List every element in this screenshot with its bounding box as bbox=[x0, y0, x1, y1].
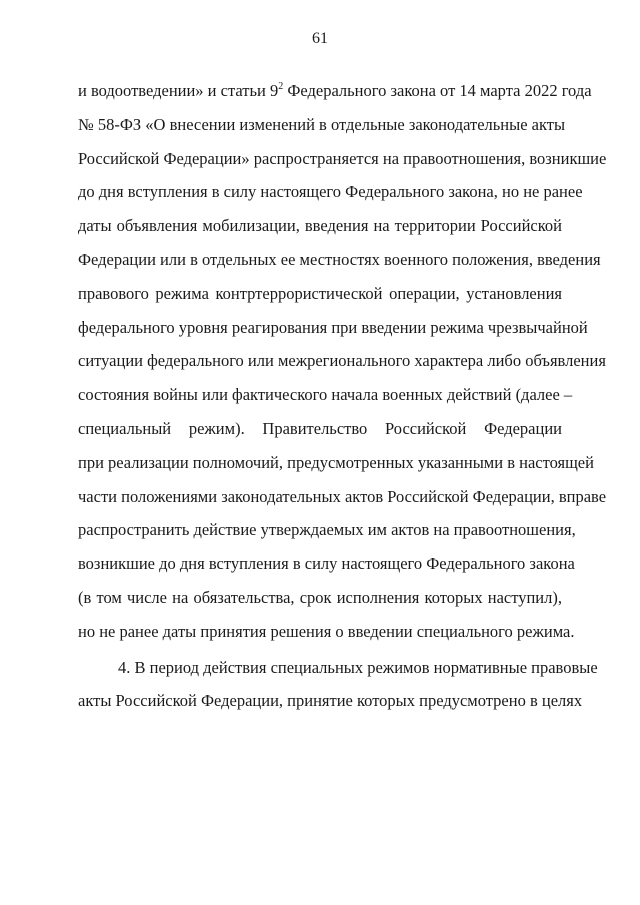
text-line: состояния войны или фактического начала военных действий (далее – bbox=[78, 385, 573, 405]
text-line-part: Федерального закона от 14 марта 2022 года bbox=[283, 81, 592, 100]
text-line: ситуации федерального или межрегионального характера либо объявления bbox=[78, 351, 606, 371]
text-line: 4. В период действия специальных режимов нормативные правовые bbox=[118, 657, 598, 677]
text-line: Российской Федерации» распространяется на правоотношения, возникшие bbox=[78, 148, 607, 168]
text-line: возникшие до дня вступления в силу настоящего Федерального закона bbox=[78, 554, 575, 574]
superscript: 2 bbox=[278, 81, 284, 92]
text-line: правового режима контртеррористической операции, установления bbox=[78, 283, 562, 303]
text-line: федерального уровня реагирования при введении режима чрезвычайной bbox=[78, 317, 588, 337]
text-line bbox=[78, 74, 592, 108]
text-line: части положениями законодательных актов Российской Федерации, вправе bbox=[78, 486, 607, 506]
text-line: при реализации полномочий, предусмотренных указанными в настоящей bbox=[78, 452, 594, 472]
text-line: (в том числе на обязательства, срок исполнения которых наступил), bbox=[78, 587, 562, 607]
text-line: специальный режим). Правительство Российской Федерации bbox=[78, 418, 562, 438]
text-line: акты Российской Федерации, принятие которых предусмотрено в целях bbox=[78, 691, 583, 711]
page-number: 61 bbox=[312, 30, 328, 47]
body-text bbox=[78, 74, 607, 718]
text-line: Федерации или в отдельных ее местностях военного положения, введения bbox=[78, 249, 601, 269]
text-line-part: и водоотведении» и статьи 9 bbox=[78, 81, 279, 100]
text-line: но не ранее даты принятия решения о введении специального режима. bbox=[78, 621, 575, 641]
text-line: даты объявления мобилизации, введения на территории Российской bbox=[78, 216, 562, 236]
text-line: № 58-ФЗ «О внесении изменений в отдельные законодательные акты bbox=[78, 114, 566, 134]
text-line: распространить действие утверждаемых им актов на правоотношения, bbox=[78, 520, 576, 540]
text-line: до дня вступления в силу настоящего Федерального закона, но не ранее bbox=[78, 182, 583, 202]
